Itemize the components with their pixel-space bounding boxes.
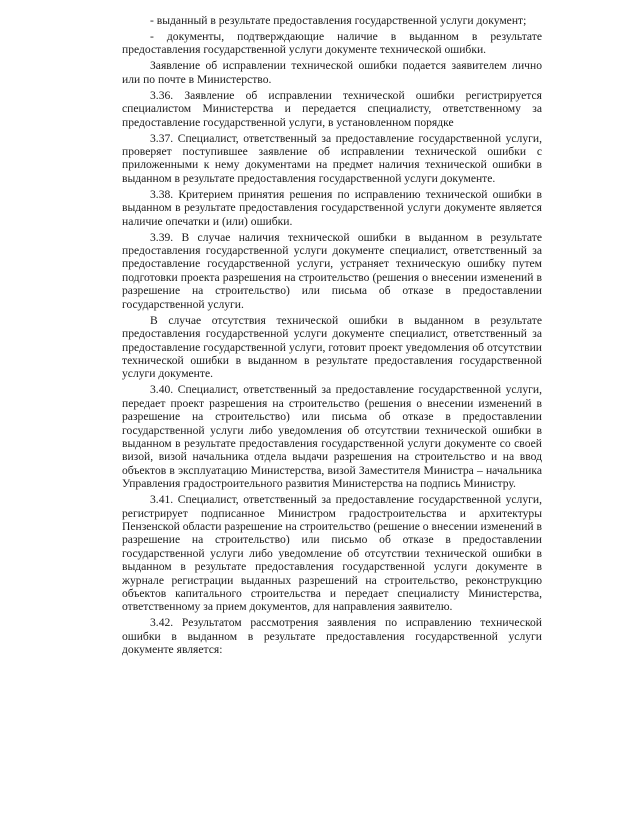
paragraph-3-36: 3.36. Заявление об исправлении технической ошибки регистрируется специалистом Министерства и передается специалисту, ответственному за предоставление государственной услуги, в установленном порядке: [122, 88, 542, 129]
paragraph-3-41: 3.41. Специалист, ответственный за предоставление государственной услуги, регистрирует подписанное Министром градостроительства и архитектуры Пензенской области разрешение на строительство (решение о внесении изменений в разрешение на строительство) или письмо об отказе в предоставлении государственной услуги либо уведомление об отсутствии технической ошибки в выданном в результате предоставления государственной услуги документе в журнале регистрации выданных разрешений на строительство, реконструкцию объектов капитального строительства и передает специалисту Министерства, ответственному за прием документов, для направления заявителю.: [122, 493, 542, 614]
paragraph-3-40: 3.40. Специалист, ответственный за предоставление государственной услуги, передает проект разрешения на строительство (решения о внесении изменений в разрешение на строительство) или письма об отказе в предоставлении государственной услуги либо уведомления об отсутствии технической ошибки в выданном в результате предоставления государственной услуги документе со своей визой, визой начальника отдела выдачи разрешения на строительство и на ввод объектов в эксплуатацию Министерства, визой Заместителя Министра – начальника Управления градостроительного развития Министерства на подпись Министру.: [122, 383, 542, 491]
paragraph-3-37: 3.37. Специалист, ответственный за предоставление государственной услуги, проверяет поступившее заявление об исправлении технической ошибки с приложенными к нему документами на предмет наличия технической ошибки в выданном в результате предоставления государственной услуги документе.: [122, 131, 542, 185]
paragraph-submission: Заявление об исправлении технической ошибки подается заявителем лично или по почте в Министерство.: [122, 59, 542, 86]
paragraph-3-39: 3.39. В случае наличия технической ошибки в выданном в результате предоставления государственной услуги документе специалист, ответственный за предоставление государственной услуги, устраняет техническую ошибку путем подготовки проекта разрешения на строительство (решения о внесении изменений в разрешение на строительство) или письма об отказе в предоставлении государственной услуги.: [122, 230, 542, 311]
document-body: [122, 14, 542, 659]
paragraph-3-38: 3.38. Критерием принятия решения по исправлению технической ошибки в выданном в результате предоставления государственной услуги документе является наличие опечатки и (или) ошибки.: [122, 187, 542, 228]
paragraph-3-42: 3.42. Результатом рассмотрения заявления по исправлению технической ошибки в выданном в результате предоставления государственной услуги документе является:: [122, 616, 542, 657]
paragraph-list-item-evidence: - документы, подтверждающие наличие в выданном в результате предоставления государственной услуги документе технической ошибки.: [122, 30, 542, 57]
paragraph-no-error: В случае отсутствия технической ошибки в выданном в результате предоставления государственной услуги документе специалист, ответственный за предоставление государственной услуги, готовит проект уведомления об отсутствии технической ошибки в выданном в результате предоставления государственной услуги документе.: [122, 313, 542, 381]
paragraph-list-item-document: - выданный в результате предоставления государственной услуги документ;: [150, 14, 527, 27]
